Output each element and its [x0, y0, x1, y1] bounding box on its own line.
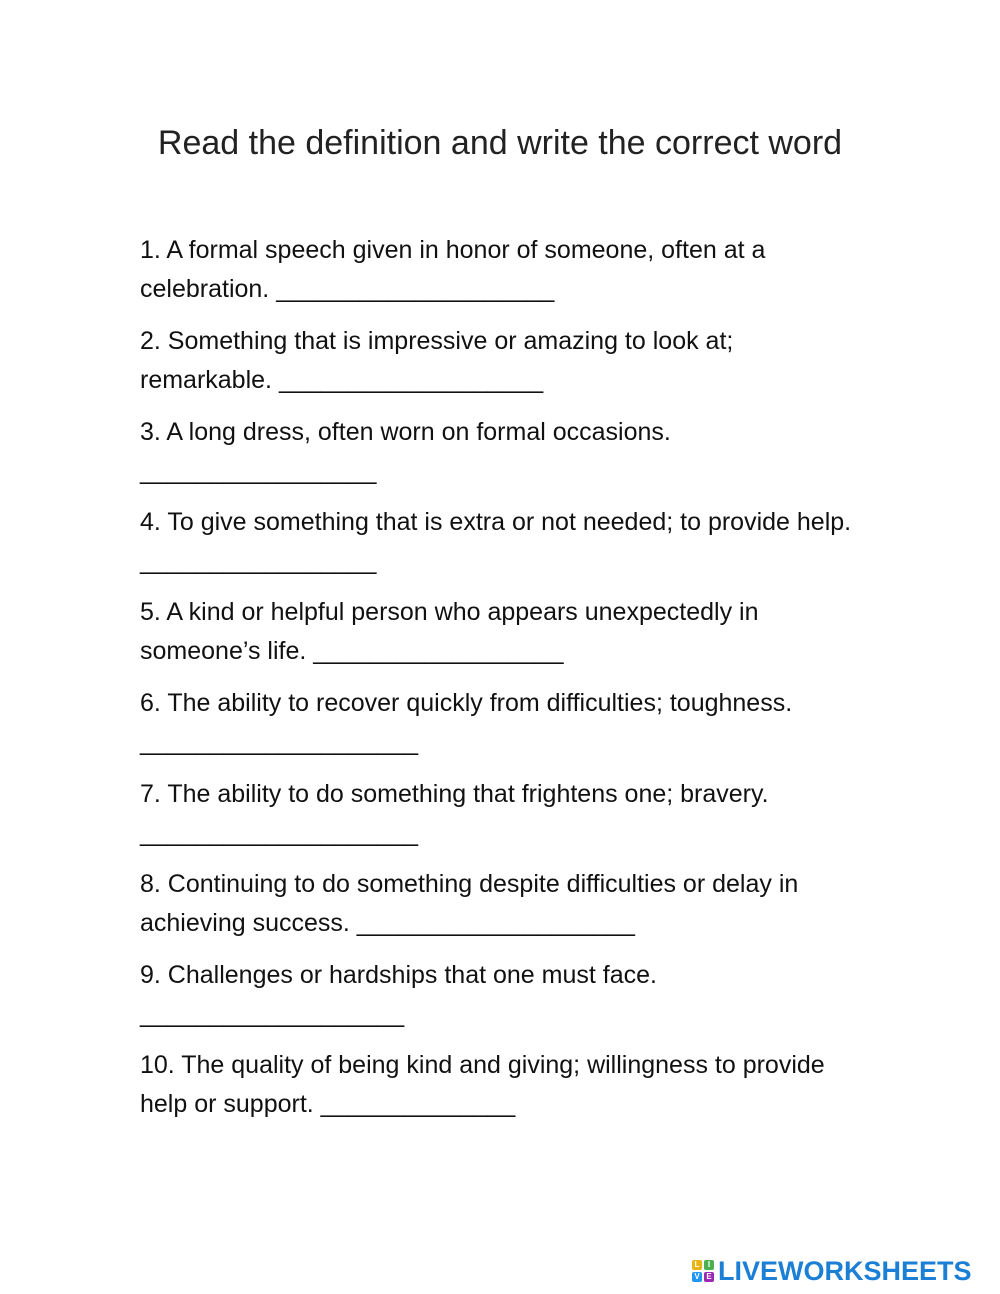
question-text: 2. Something that is impressive or amazing to look at; remarkable.	[140, 327, 734, 394]
question-text: 5. A kind or helpful person who appears unexpectedly in someone’s life.	[140, 598, 759, 665]
logo-tile: I	[704, 1260, 714, 1270]
answer-blank[interactable]: ___________________	[140, 1000, 405, 1028]
answer-blank[interactable]: _________________	[140, 547, 377, 575]
question-1	[140, 231, 870, 309]
answer-blank[interactable]: ______________	[320, 1090, 516, 1118]
answer-blank[interactable]: ____________________	[276, 275, 555, 303]
question-text: 7. The ability to do something that frightens one; bravery.	[140, 780, 769, 808]
question-text: 4. To give something that is extra or not needed; to provide help.	[140, 508, 852, 536]
question-text: 6. The ability to recover quickly from difficulties; toughness.	[140, 689, 793, 717]
question-text: 3. A long dress, often worn on formal occasions.	[140, 418, 671, 446]
question-5	[140, 593, 870, 671]
liveworksheets-logo-icon	[692, 1260, 714, 1282]
answer-blank[interactable]: ____________________	[356, 909, 635, 937]
question-10	[140, 1046, 870, 1124]
answer-blank[interactable]: ___________________	[278, 366, 544, 394]
liveworksheets-brand	[692, 1255, 972, 1287]
question-3	[140, 413, 870, 491]
answer-blank[interactable]: ____________________	[140, 819, 419, 847]
question-8	[140, 865, 870, 943]
logo-tile: L	[692, 1260, 702, 1270]
answer-blank[interactable]: _________________	[140, 457, 377, 485]
question-7	[140, 775, 870, 853]
answer-blank[interactable]: ____________________	[140, 728, 419, 756]
question-4	[140, 503, 870, 581]
question-text: 10. The quality of being kind and giving; willingness to provide help or support.	[140, 1051, 825, 1118]
question-text: 1. A formal speech given in honor of someone, often at a celebration.	[140, 236, 766, 303]
question-9	[140, 956, 870, 1034]
question-text: 8. Continuing to do something despite difficulties or delay in achieving success.	[140, 870, 799, 937]
question-6	[140, 684, 870, 762]
logo-tile: V	[692, 1272, 702, 1282]
question-text: 9. Challenges or hardships that one must face.	[140, 961, 657, 989]
worksheet-title: Read the definition and write the correct word	[157, 124, 843, 162]
answer-blank[interactable]: __________________	[313, 637, 564, 665]
question-2	[140, 322, 870, 400]
logo-tile: E	[704, 1272, 714, 1282]
brand-name: LIVEWORKSHEETS	[718, 1255, 972, 1286]
